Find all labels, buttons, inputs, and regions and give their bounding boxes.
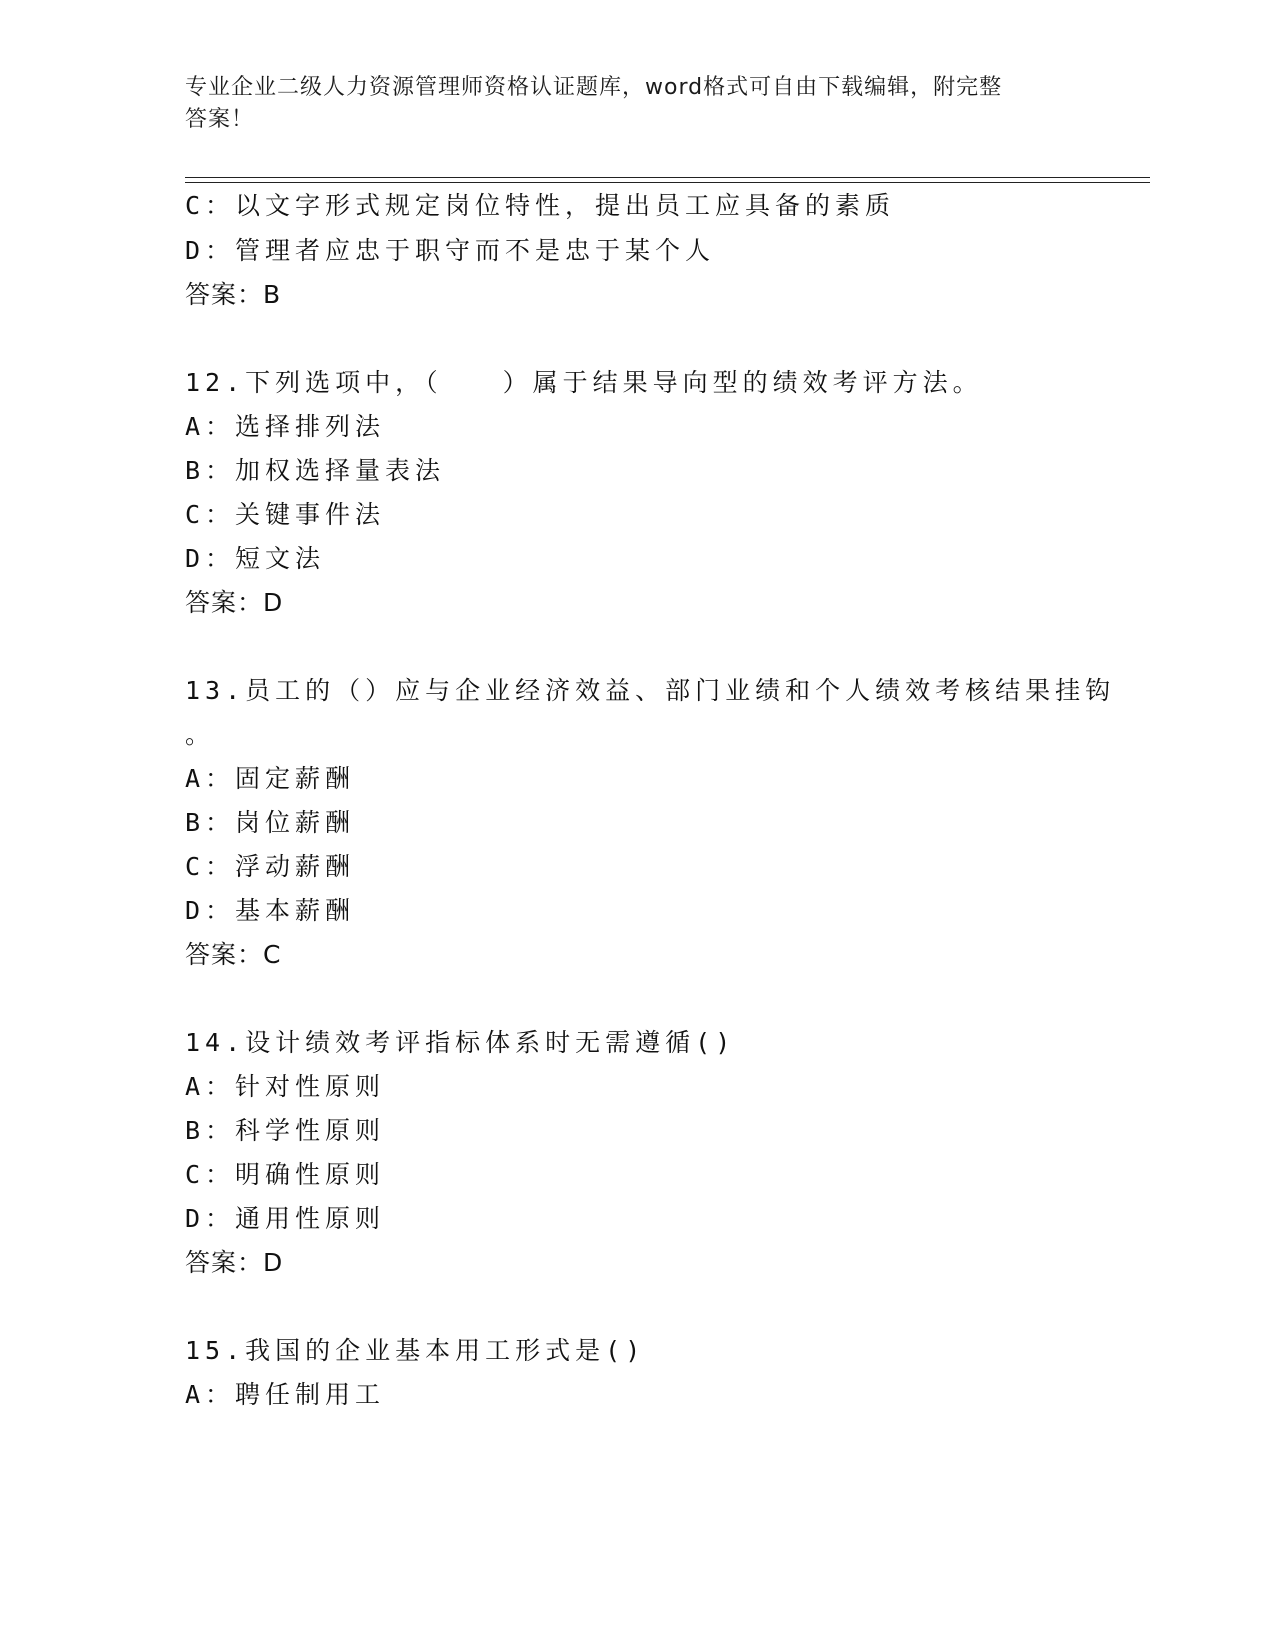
question-stem: 15.我国的企业基本用工形式是() xyxy=(185,1336,646,1365)
document-header xyxy=(185,72,1065,136)
header-divider-bottom xyxy=(185,182,1150,183)
option-c: C：以文字形式规定岗位特性，提出员工应具备的素质 xyxy=(185,191,896,220)
answer: 答案：B xyxy=(185,280,282,309)
header-title-line2: 答案！ xyxy=(185,107,255,132)
question-stem: 13.员工的（）应与企业经济效益、部门业绩和个人绩效考核结果挂钩 xyxy=(185,676,1116,705)
option-a: A：针对性原则 xyxy=(185,1072,386,1101)
header-title-line1: 专业企业二级人力资源管理师资格认证题库，word格式可自由下载编辑，附完整 xyxy=(185,75,1003,100)
option-b: B：科学性原则 xyxy=(185,1116,386,1145)
question-stem: 12.下列选项中，（ ）属于结果导向型的绩效考评方法。 xyxy=(185,368,983,397)
header-divider-top xyxy=(185,177,1150,178)
answer: 答案：D xyxy=(185,1248,284,1277)
option-c: C：关键事件法 xyxy=(185,500,386,529)
question-stem: 14.设计绩效考评指标体系时无需遵循() xyxy=(185,1028,736,1057)
option-b: B：岗位薪酬 xyxy=(185,808,356,837)
option-d: D：短文法 xyxy=(185,544,326,573)
question-stem-continued: 。 xyxy=(185,720,216,749)
option-d: D：管理者应忠于职守而不是忠于某个人 xyxy=(185,236,716,265)
option-b: B：加权选择量表法 xyxy=(185,456,446,485)
option-c: C：明确性原则 xyxy=(185,1160,386,1189)
option-c: C：浮动薪酬 xyxy=(185,852,356,881)
option-d: D：通用性原则 xyxy=(185,1204,386,1233)
option-d: D：基本薪酬 xyxy=(185,896,356,925)
answer: 答案：C xyxy=(185,940,282,969)
option-a: A：选择排列法 xyxy=(185,412,386,441)
option-a: A：聘任制用工 xyxy=(185,1380,386,1409)
answer: 答案：D xyxy=(185,588,284,617)
option-a: A：固定薪酬 xyxy=(185,764,356,793)
